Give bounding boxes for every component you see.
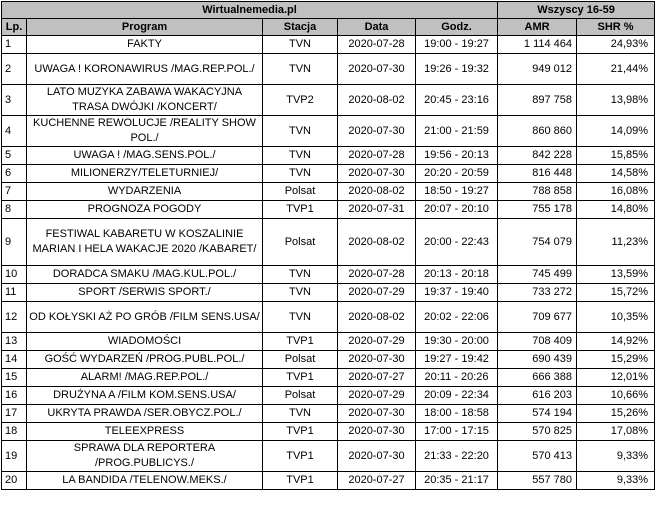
cell-godz: 20:20 - 20:59 — [416, 165, 498, 183]
table-row — [2, 266, 655, 284]
cell-amr: 690 439 — [498, 351, 577, 369]
column-header-stacja: Stacja — [263, 19, 338, 36]
header-row-columns — [2, 19, 655, 36]
cell-amr: 1 114 464 — [498, 36, 577, 54]
cell-amr: 709 677 — [498, 302, 577, 333]
cell-program: KUCHENNE REWOLUCJE /REALITY SHOW POL./ — [27, 116, 263, 147]
cell-program: WYDARZENIA — [27, 183, 263, 201]
table-body — [2, 36, 655, 490]
cell-stacja: TVP1 — [263, 369, 338, 387]
cell-godz: 20:02 - 22:06 — [416, 302, 498, 333]
cell-data: 2020-07-27 — [338, 369, 416, 387]
cell-amr: 733 272 — [498, 284, 577, 302]
ratings-table — [1, 1, 655, 490]
cell-lp: 18 — [2, 423, 27, 441]
cell-shr: 15,26% — [577, 405, 655, 423]
table-row — [2, 369, 655, 387]
cell-data: 2020-07-30 — [338, 423, 416, 441]
cell-godz: 20:35 - 21:17 — [416, 472, 498, 490]
cell-amr: 570 413 — [498, 441, 577, 472]
header-row-source — [2, 2, 655, 19]
cell-godz: 20:13 - 20:18 — [416, 266, 498, 284]
cell-data: 2020-07-29 — [338, 284, 416, 302]
cell-program: FESTIWAL KABARETU W KOSZALINIE MARIAN I HELA WAKACJE 2020 /KABARET/ — [27, 219, 263, 266]
cell-godz: 21:00 - 21:59 — [416, 116, 498, 147]
table-row — [2, 472, 655, 490]
cell-shr: 11,23% — [577, 219, 655, 266]
cell-stacja: Polsat — [263, 351, 338, 369]
column-header-godz: Godz. — [416, 19, 498, 36]
cell-data: 2020-07-30 — [338, 54, 416, 85]
cell-shr: 15,85% — [577, 147, 655, 165]
cell-amr: 788 858 — [498, 183, 577, 201]
cell-data: 2020-07-30 — [338, 351, 416, 369]
table-row — [2, 147, 655, 165]
cell-shr: 14,92% — [577, 333, 655, 351]
cell-program: UWAGA ! KORONAWIRUS /MAG.REP.POL./ — [27, 54, 263, 85]
cell-shr: 10,35% — [577, 302, 655, 333]
cell-stacja: TVN — [263, 266, 338, 284]
cell-shr: 17,08% — [577, 423, 655, 441]
table-row — [2, 302, 655, 333]
table-row — [2, 333, 655, 351]
table-row — [2, 423, 655, 441]
cell-amr: 842 228 — [498, 147, 577, 165]
cell-program: DRUŻYNA A /FILM KOM.SENS.USA/ — [27, 387, 263, 405]
cell-data: 2020-07-28 — [338, 266, 416, 284]
cell-data: 2020-07-30 — [338, 441, 416, 472]
table-row — [2, 54, 655, 85]
cell-shr: 14,58% — [577, 165, 655, 183]
cell-amr: 574 194 — [498, 405, 577, 423]
column-header-amr: AMR — [498, 19, 577, 36]
cell-amr: 897 758 — [498, 85, 577, 116]
column-header-data: Data — [338, 19, 416, 36]
cell-lp: 8 — [2, 201, 27, 219]
cell-godz: 19:30 - 20:00 — [416, 333, 498, 351]
cell-data: 2020-08-02 — [338, 302, 416, 333]
cell-program: FAKTY — [27, 36, 263, 54]
cell-data: 2020-07-27 — [338, 472, 416, 490]
cell-stacja: Polsat — [263, 387, 338, 405]
table-row — [2, 36, 655, 54]
cell-data: 2020-07-28 — [338, 147, 416, 165]
cell-stacja: TVP1 — [263, 333, 338, 351]
cell-stacja: TVN — [263, 284, 338, 302]
cell-amr: 616 203 — [498, 387, 577, 405]
cell-lp: 12 — [2, 302, 27, 333]
cell-lp: 4 — [2, 116, 27, 147]
cell-shr: 14,09% — [577, 116, 655, 147]
cell-data: 2020-07-30 — [338, 405, 416, 423]
cell-stacja: TVN — [263, 165, 338, 183]
cell-stacja: TVN — [263, 36, 338, 54]
cell-program: UKRYTA PRAWDA /SER.OBYCZ.POL./ — [27, 405, 263, 423]
cell-data: 2020-08-02 — [338, 85, 416, 116]
cell-data: 2020-07-28 — [338, 36, 416, 54]
cell-shr: 13,59% — [577, 266, 655, 284]
cell-stacja: TVP1 — [263, 423, 338, 441]
cell-data: 2020-08-02 — [338, 219, 416, 266]
cell-godz: 19:37 - 19:40 — [416, 284, 498, 302]
table-row — [2, 183, 655, 201]
cell-program: WIADOMOŚCI — [27, 333, 263, 351]
cell-shr: 13,98% — [577, 85, 655, 116]
cell-program: LATO MUZYKA ZABAWA WAKACYJNA TRASA DWÓJKI /KONCERT/ — [27, 85, 263, 116]
source-header: Wirtualnemedia.pl — [2, 2, 498, 19]
cell-godz: 20:07 - 20:10 — [416, 201, 498, 219]
cell-amr: 570 825 — [498, 423, 577, 441]
cell-lp: 19 — [2, 441, 27, 472]
cell-stacja: TVN — [263, 116, 338, 147]
cell-godz: 20:00 - 22:43 — [416, 219, 498, 266]
cell-shr: 21,44% — [577, 54, 655, 85]
cell-data: 2020-07-29 — [338, 387, 416, 405]
cell-amr: 949 012 — [498, 54, 577, 85]
cell-lp: 7 — [2, 183, 27, 201]
cell-stacja: Polsat — [263, 183, 338, 201]
cell-lp: 3 — [2, 85, 27, 116]
table-row — [2, 387, 655, 405]
cell-godz: 18:50 - 19:27 — [416, 183, 498, 201]
cell-amr: 860 860 — [498, 116, 577, 147]
cell-amr: 666 388 — [498, 369, 577, 387]
cell-shr: 15,72% — [577, 284, 655, 302]
cell-shr: 14,80% — [577, 201, 655, 219]
cell-godz: 21:33 - 22:20 — [416, 441, 498, 472]
cell-godz: 19:26 - 19:32 — [416, 54, 498, 85]
cell-program: PROGNOZA POGODY — [27, 201, 263, 219]
table-row — [2, 85, 655, 116]
cell-lp: 10 — [2, 266, 27, 284]
table-row — [2, 441, 655, 472]
cell-lp: 1 — [2, 36, 27, 54]
cell-data: 2020-07-29 — [338, 333, 416, 351]
cell-stacja: TVN — [263, 147, 338, 165]
cell-amr: 708 409 — [498, 333, 577, 351]
cell-lp: 2 — [2, 54, 27, 85]
cell-stacja: TVN — [263, 405, 338, 423]
cell-amr: 745 499 — [498, 266, 577, 284]
cell-program: LA BANDIDA /TELENOW.MEKS./ — [27, 472, 263, 490]
cell-data: 2020-08-02 — [338, 183, 416, 201]
table-row — [2, 165, 655, 183]
cell-program: UWAGA ! /MAG.SENS.POL./ — [27, 147, 263, 165]
cell-lp: 20 — [2, 472, 27, 490]
cell-stacja: TVN — [263, 302, 338, 333]
cell-lp: 6 — [2, 165, 27, 183]
cell-stacja: TVN — [263, 54, 338, 85]
cell-program: ALARM! /MAG.REP.POL./ — [27, 369, 263, 387]
table-row — [2, 405, 655, 423]
cell-lp: 17 — [2, 405, 27, 423]
cell-lp: 16 — [2, 387, 27, 405]
cell-lp: 9 — [2, 219, 27, 266]
cell-godz: 18:00 - 18:58 — [416, 405, 498, 423]
cell-godz: 17:00 - 17:15 — [416, 423, 498, 441]
cell-lp: 5 — [2, 147, 27, 165]
cell-shr: 15,29% — [577, 351, 655, 369]
cell-program: SPORT /SERWIS SPORT./ — [27, 284, 263, 302]
cell-stacja: TVP1 — [263, 472, 338, 490]
cell-godz: 20:11 - 20:26 — [416, 369, 498, 387]
cell-shr: 16,08% — [577, 183, 655, 201]
cell-shr: 12,01% — [577, 369, 655, 387]
cell-lp: 14 — [2, 351, 27, 369]
cell-lp: 11 — [2, 284, 27, 302]
column-header-lp: Lp. — [2, 19, 27, 36]
cell-data: 2020-07-31 — [338, 201, 416, 219]
cell-godz: 20:09 - 22:34 — [416, 387, 498, 405]
audience-group-header: Wszyscy 16-59 — [498, 2, 655, 19]
column-header-program: Program — [27, 19, 263, 36]
column-header-shr: SHR % — [577, 19, 655, 36]
cell-program: SPRAWA DLA REPORTERA /PROG.PUBLICYS./ — [27, 441, 263, 472]
cell-lp: 13 — [2, 333, 27, 351]
cell-program: TELEEXPRESS — [27, 423, 263, 441]
cell-shr: 9,33% — [577, 441, 655, 472]
table-row — [2, 116, 655, 147]
cell-lp: 15 — [2, 369, 27, 387]
cell-amr: 816 448 — [498, 165, 577, 183]
cell-shr: 10,66% — [577, 387, 655, 405]
cell-stacja: Polsat — [263, 219, 338, 266]
table-row — [2, 284, 655, 302]
cell-data: 2020-07-30 — [338, 165, 416, 183]
cell-stacja: TVP2 — [263, 85, 338, 116]
cell-amr: 755 178 — [498, 201, 577, 219]
cell-program: DORADCA SMAKU /MAG.KUL.POL./ — [27, 266, 263, 284]
table-row — [2, 219, 655, 266]
cell-data: 2020-07-30 — [338, 116, 416, 147]
cell-program: MILIONERZY/TELETURNIEJ/ — [27, 165, 263, 183]
cell-stacja: TVP1 — [263, 201, 338, 219]
cell-shr: 24,93% — [577, 36, 655, 54]
cell-stacja: TVP1 — [263, 441, 338, 472]
cell-amr: 754 079 — [498, 219, 577, 266]
cell-godz: 19:56 - 20:13 — [416, 147, 498, 165]
cell-godz: 20:45 - 23:16 — [416, 85, 498, 116]
cell-amr: 557 780 — [498, 472, 577, 490]
cell-godz: 19:00 - 19:27 — [416, 36, 498, 54]
cell-godz: 19:27 - 19:42 — [416, 351, 498, 369]
cell-program: OD KOŁYSKI AŻ PO GRÓB /FILM SENS.USA/ — [27, 302, 263, 333]
cell-program: GOŚĆ WYDARZEŃ /PROG.PUBL.POL./ — [27, 351, 263, 369]
cell-shr: 9,33% — [577, 472, 655, 490]
table-row — [2, 201, 655, 219]
table-row — [2, 351, 655, 369]
